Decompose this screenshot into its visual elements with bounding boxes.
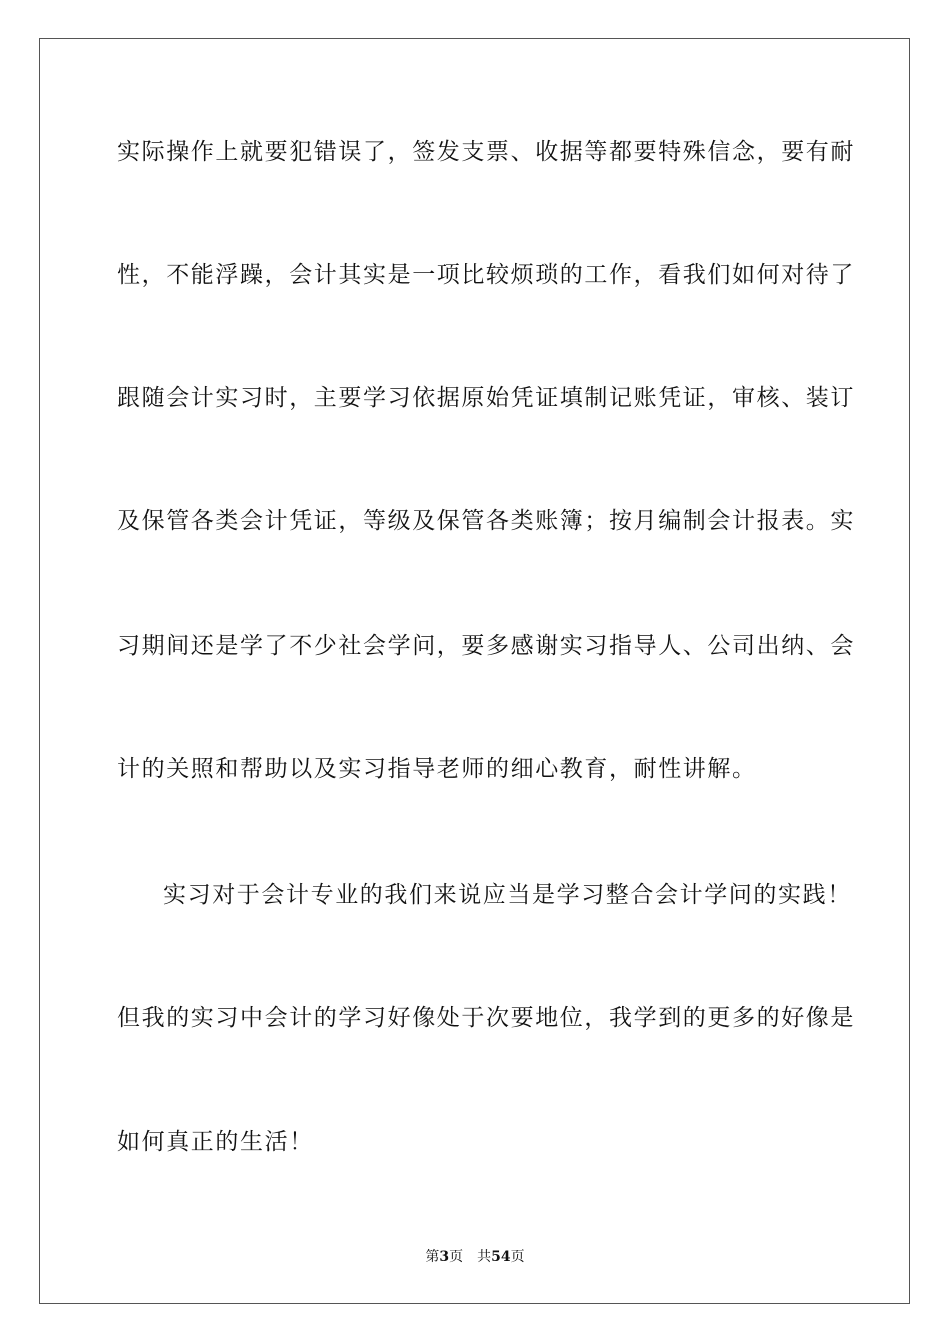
paragraph-first-line: 实习对于会计专业的我们来说应当是学习整合会计学问的实践！ bbox=[163, 882, 852, 908]
body-text-line: 计的关照和帮助以及实习指导老师的细心教育，耐性讲解。 bbox=[117, 756, 757, 782]
body-text-line: 及保管各类会计凭证，等级及保管各类账簿；按月编制会计报表。实 bbox=[117, 508, 855, 534]
page-number: 3 bbox=[439, 1249, 450, 1265]
body-text-line: 实际操作上就要犯错误了，签发支票、收据等都要特殊信念，要有耐 bbox=[117, 139, 855, 165]
body-text-line: 但我的实习中会计的学习好像处于次要地位，我学到的更多的好像是 bbox=[117, 1005, 855, 1031]
page-footer bbox=[0, 1248, 950, 1266]
body-text-line: 习期间还是学了不少社会学问，要多感谢实习指导人、公司出纳、会 bbox=[117, 633, 855, 659]
total-pages: 54 bbox=[491, 1249, 511, 1265]
page-label-suffix: 页 bbox=[449, 1249, 464, 1265]
body-text-line: 性，不能浮躁，会计其实是一项比较烦琐的工作，看我们如何对待了 bbox=[117, 262, 855, 288]
body-text-line: 跟随会计实习时，主要学习依据原始凭证填制记账凭证，审核、装订 bbox=[117, 385, 855, 411]
total-label-suffix: 页 bbox=[510, 1249, 525, 1265]
page-border bbox=[39, 38, 910, 1304]
total-label-prefix: 共 bbox=[477, 1249, 492, 1265]
body-text-line: 如何真正的生活！ bbox=[117, 1129, 314, 1155]
page-label-prefix: 第 bbox=[425, 1249, 440, 1265]
